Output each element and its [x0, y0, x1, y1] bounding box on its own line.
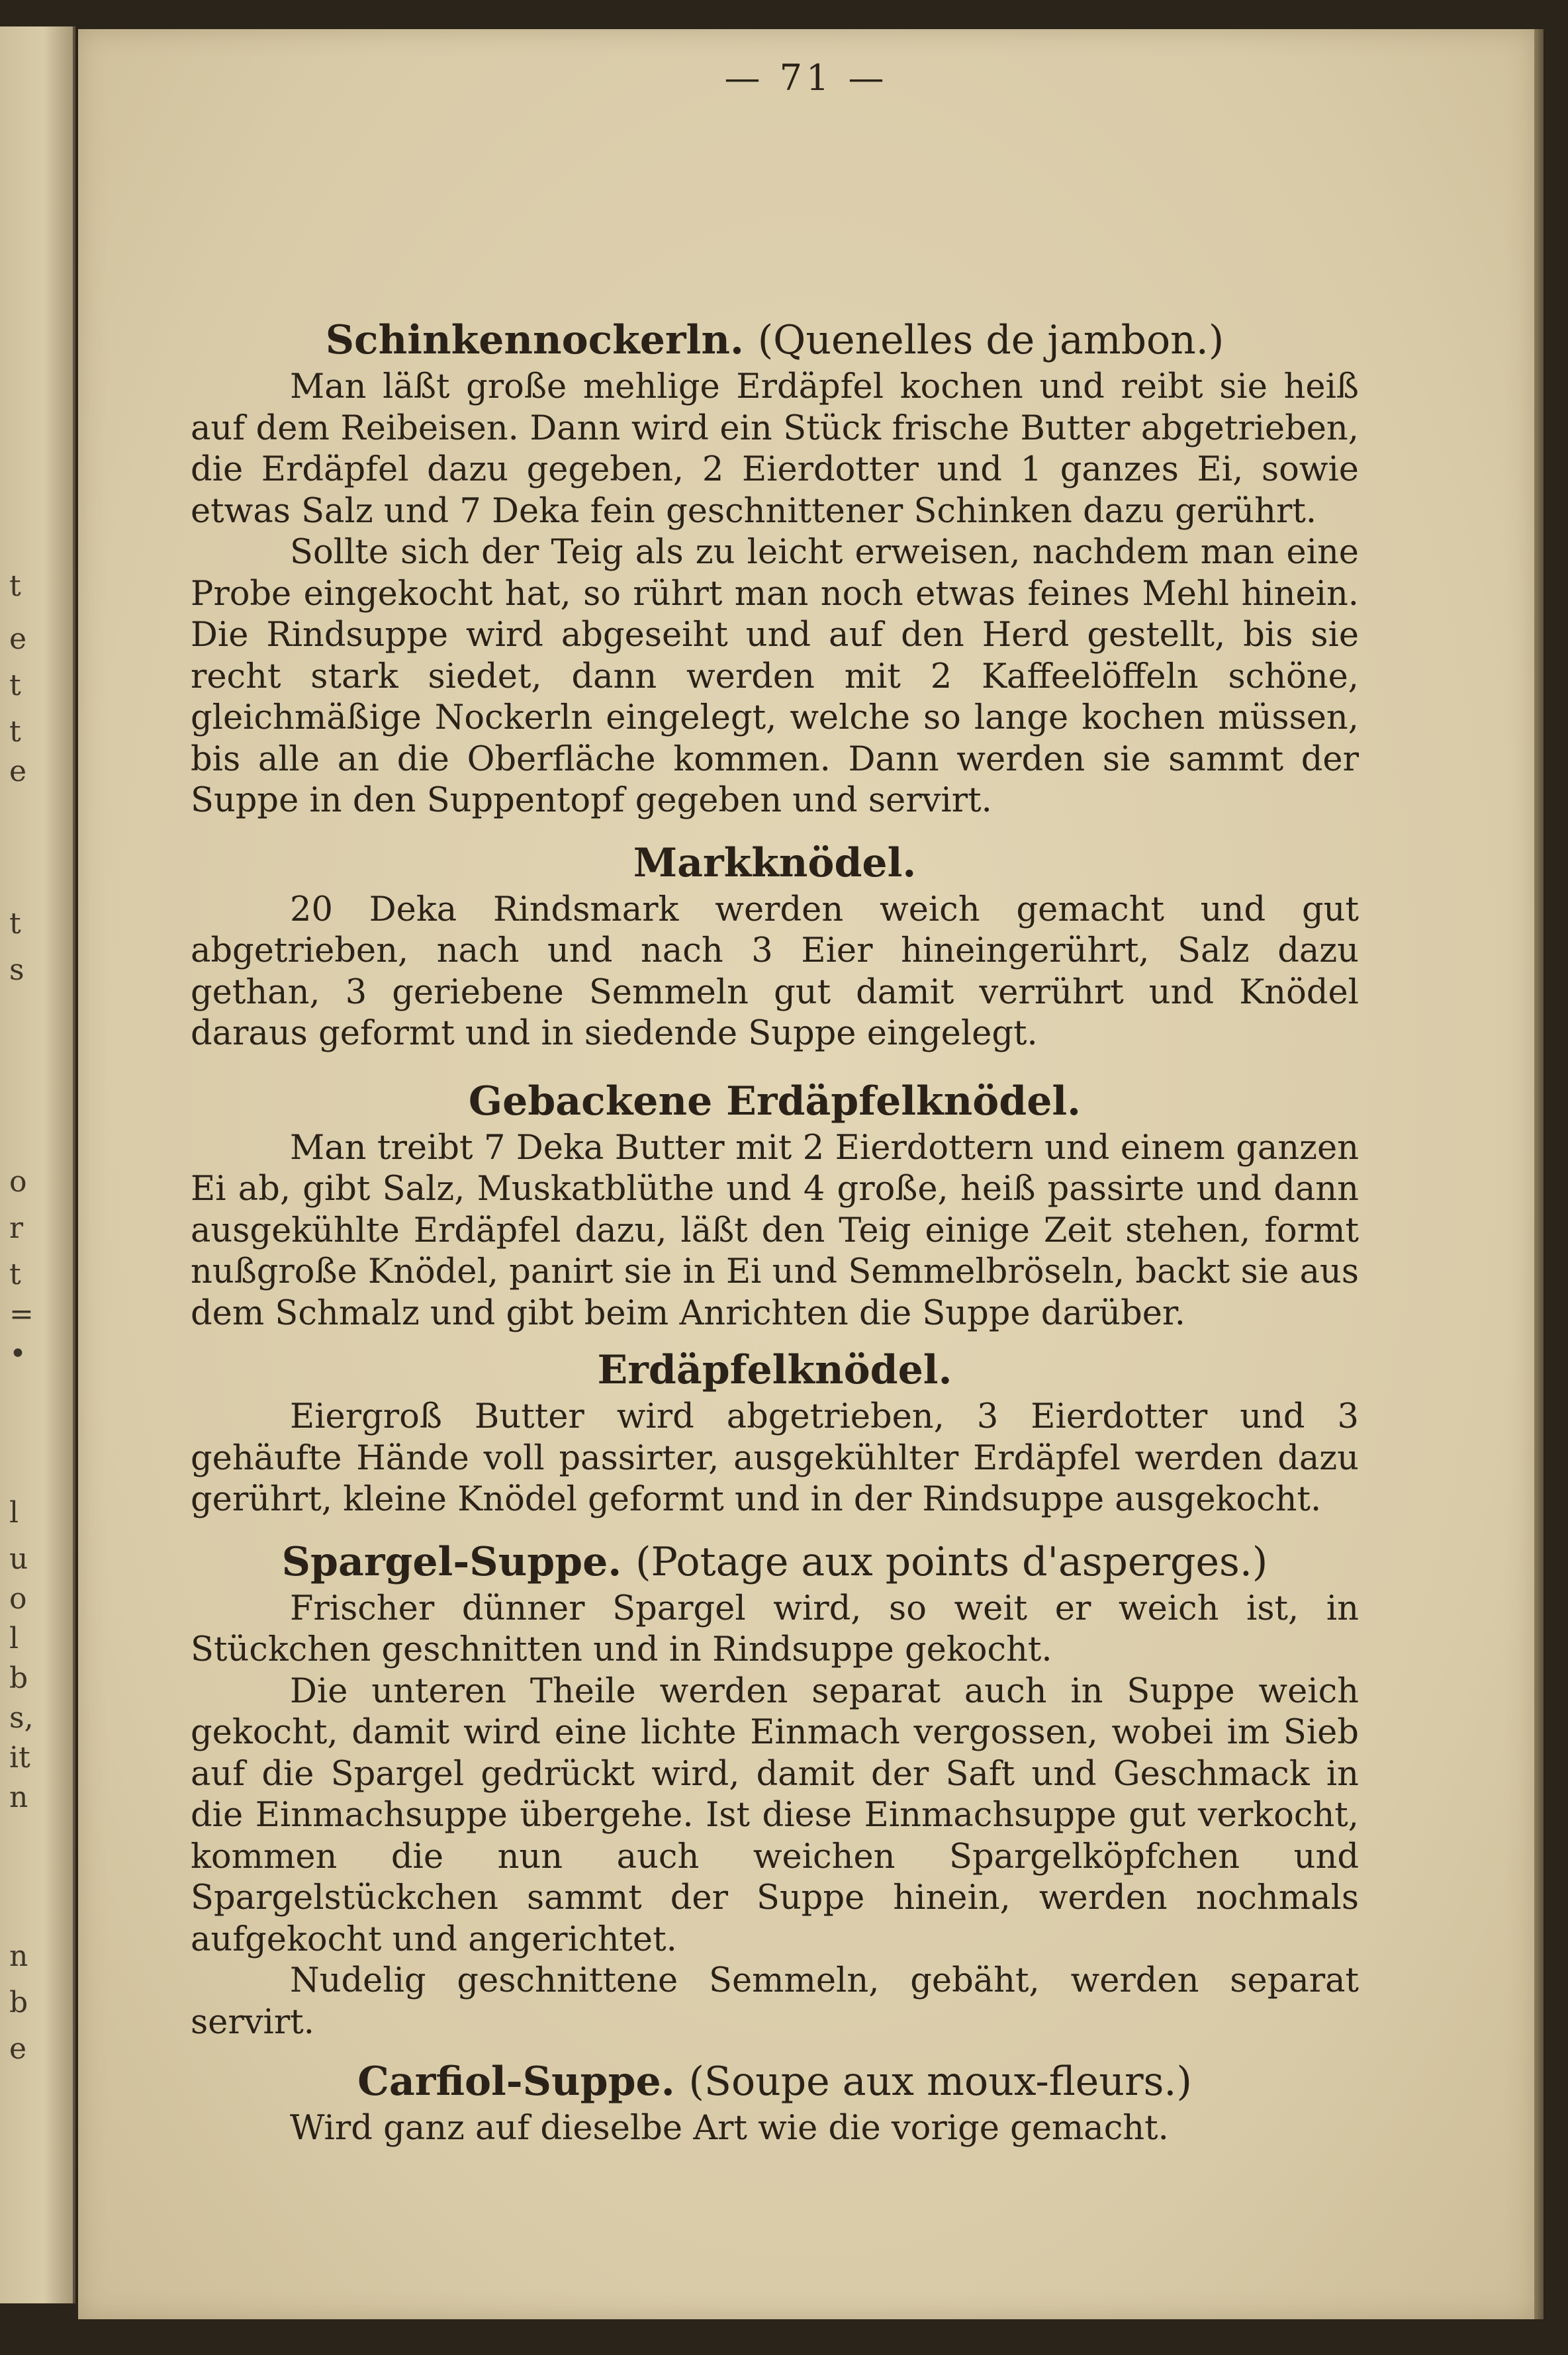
page-edge-shadow: [1534, 29, 1544, 2319]
recipe-title: [191, 1344, 1359, 1397]
margin-letter: t: [9, 1258, 21, 1291]
recipe-title-german: Spargel-Suppe.: [281, 1538, 622, 1585]
margin-letter: n: [9, 1939, 28, 1973]
page-content: [191, 201, 1359, 2150]
margin-letter: t: [9, 669, 21, 702]
recipe-title: [191, 2055, 1359, 2108]
margin-letter: •: [9, 1337, 26, 1371]
recipe-paragraph: Wird ganz auf dieselbe Art wie die vorige gemacht.: [290, 2109, 1169, 2148]
margin-letter: e: [9, 2032, 27, 2066]
recipe-title: [191, 1536, 1359, 1589]
book-page: [78, 29, 1544, 2319]
margin-letter: u: [9, 1542, 28, 1576]
margin-letter: n: [9, 1780, 28, 1814]
recipe-title-french: (Soupe aux moux-fleurs.): [688, 2058, 1192, 2105]
recipe-markknoedel: [191, 837, 1359, 1055]
margin-letter: l: [9, 1496, 19, 1530]
margin-letter: s,: [9, 1701, 34, 1735]
recipe-title-german: Gebackene Erdäpfelknödel.: [468, 1078, 1082, 1125]
recipe-title-french: (Quenelles de jambon.): [757, 317, 1224, 363]
recipe-paragraph: Frischer dünner Spargel wird, so weit er weich ist, in Stückchen geschnitten und in Rindsuppe gekocht.: [191, 1589, 1359, 1669]
margin-letter: e: [9, 755, 27, 788]
margin-letter: l: [9, 1622, 19, 1655]
recipe-paragraph: Die unteren Theile werden separat auch in Suppe weich gekocht, damit wird eine lichte Einmach vergossen, wobei im Sieb auf die Spargel gedrückt wird, damit der Saft und Geschmack in die Einmachsuppe übergehe. Ist diese Einmachsuppe gut verkocht, kommen die nun auch weichen Spargelköpfchen und Spargelstückchen sammt der Suppe hinein, werden nochmals aufgekocht und angerichtet.: [191, 1671, 1359, 1959]
recipe-carfiol-suppe: [191, 2055, 1359, 2150]
recipe-title: [191, 837, 1359, 890]
page-number: — 71 —: [724, 57, 888, 99]
recipe-paragraph: Sollte sich der Teig als zu leicht erweisen, nachdem man eine Probe eingekocht hat, so rührt man noch etwas feines Mehl hinein. Die Rindsuppe wird abgeseiht und auf den Herd gestellt, bis sie recht stark siedet, dann werden mit 2 Kaffeelöffeln schöne, gleichmäßige Nockerln eingelegt, welche so lange kochen müssen, bis alle an die Oberfläche kommen. Dann werden sie sammt der Suppe in den Suppentopf gegeben und servirt.: [191, 533, 1359, 820]
margin-letter: o: [9, 1582, 27, 1616]
margin-letter: t: [9, 715, 21, 749]
margin-letter: s: [9, 953, 24, 987]
margin-letter: b: [9, 1661, 28, 1695]
margin-letter: e: [9, 622, 27, 656]
margin-letter: r: [9, 1211, 24, 1245]
recipe-title-german: Carfiol-Suppe.: [357, 2058, 675, 2105]
recipe-schinkennockerln: [191, 314, 1359, 822]
recipe-title: [191, 314, 1359, 367]
recipe-paragraph: Man treibt 7 Deka Butter mit 2 Eierdottern und einem ganzen Ei ab, gibt Salz, Muskatblüthe und 4 große, heiß passirte und dann ausgekühlte Erdäpfel dazu, läßt den Teig einige Zeit stehen, formt nußgroße Knödel, panirt sie in Ei und Semmelbröseln, backt sie aus dem Schmalz und gibt beim Anrichten die Suppe darüber.: [191, 1128, 1359, 1333]
previous-page-edge: [0, 26, 75, 2303]
margin-letter: =: [9, 1297, 34, 1331]
recipe-title-french: (Potage aux points d'asperges.): [635, 1538, 1268, 1585]
recipe-paragraph: Man läßt große mehlige Erdäpfel kochen und reibt sie heiß auf dem Reibeisen. Dann wird ein Stück frische Butter abgetrieben, die Erdäpfel dazu gegeben, 2 Eierdotter und 1 ganzes Ei, sowie etwas Salz und 7 Deka fein geschnittener Schinken dazu gerührt.: [191, 367, 1359, 531]
previous-page-marks: [0, 26, 73, 2303]
margin-letter: o: [9, 1165, 27, 1199]
recipe-title: [191, 1075, 1359, 1128]
recipe-gebackene-erdaepfelknoedel: [191, 1075, 1359, 1335]
recipe-spargel-suppe: [191, 1536, 1359, 2044]
recipe-erdaepfelknoedel: [191, 1344, 1359, 1521]
margin-letter: it: [9, 1741, 30, 1775]
margin-letter: t: [9, 569, 21, 603]
recipe-title-german: Erdäpfelknödel.: [597, 1347, 952, 1393]
recipe-title-german: Markknödel.: [633, 839, 917, 886]
recipe-paragraph: Eiergroß Butter wird abgetrieben, 3 Eierdotter und 3 gehäufte Hände voll passirter, ausgekühlter Erdäpfel werden dazu gerührt, kleine Knödel geformt und in der Rindsuppe ausgekocht.: [191, 1397, 1359, 1519]
recipe-paragraph: Nudelig geschnittene Semmeln, gebäht, werden separat servirt.: [191, 1961, 1359, 2042]
margin-letter: t: [9, 907, 21, 941]
recipe-paragraph: 20 Deka Rindsmark werden weich gemacht und gut abgetrieben, nach und nach 3 Eier hineingerührt, Salz dazu gethan, 3 geriebene Semmeln gut damit verrührt und Knödel daraus geformt und in siedende Suppe eingelegt.: [191, 890, 1359, 1053]
margin-letter: b: [9, 1986, 28, 2019]
recipe-title-german: Schinkennockerln.: [325, 317, 744, 363]
